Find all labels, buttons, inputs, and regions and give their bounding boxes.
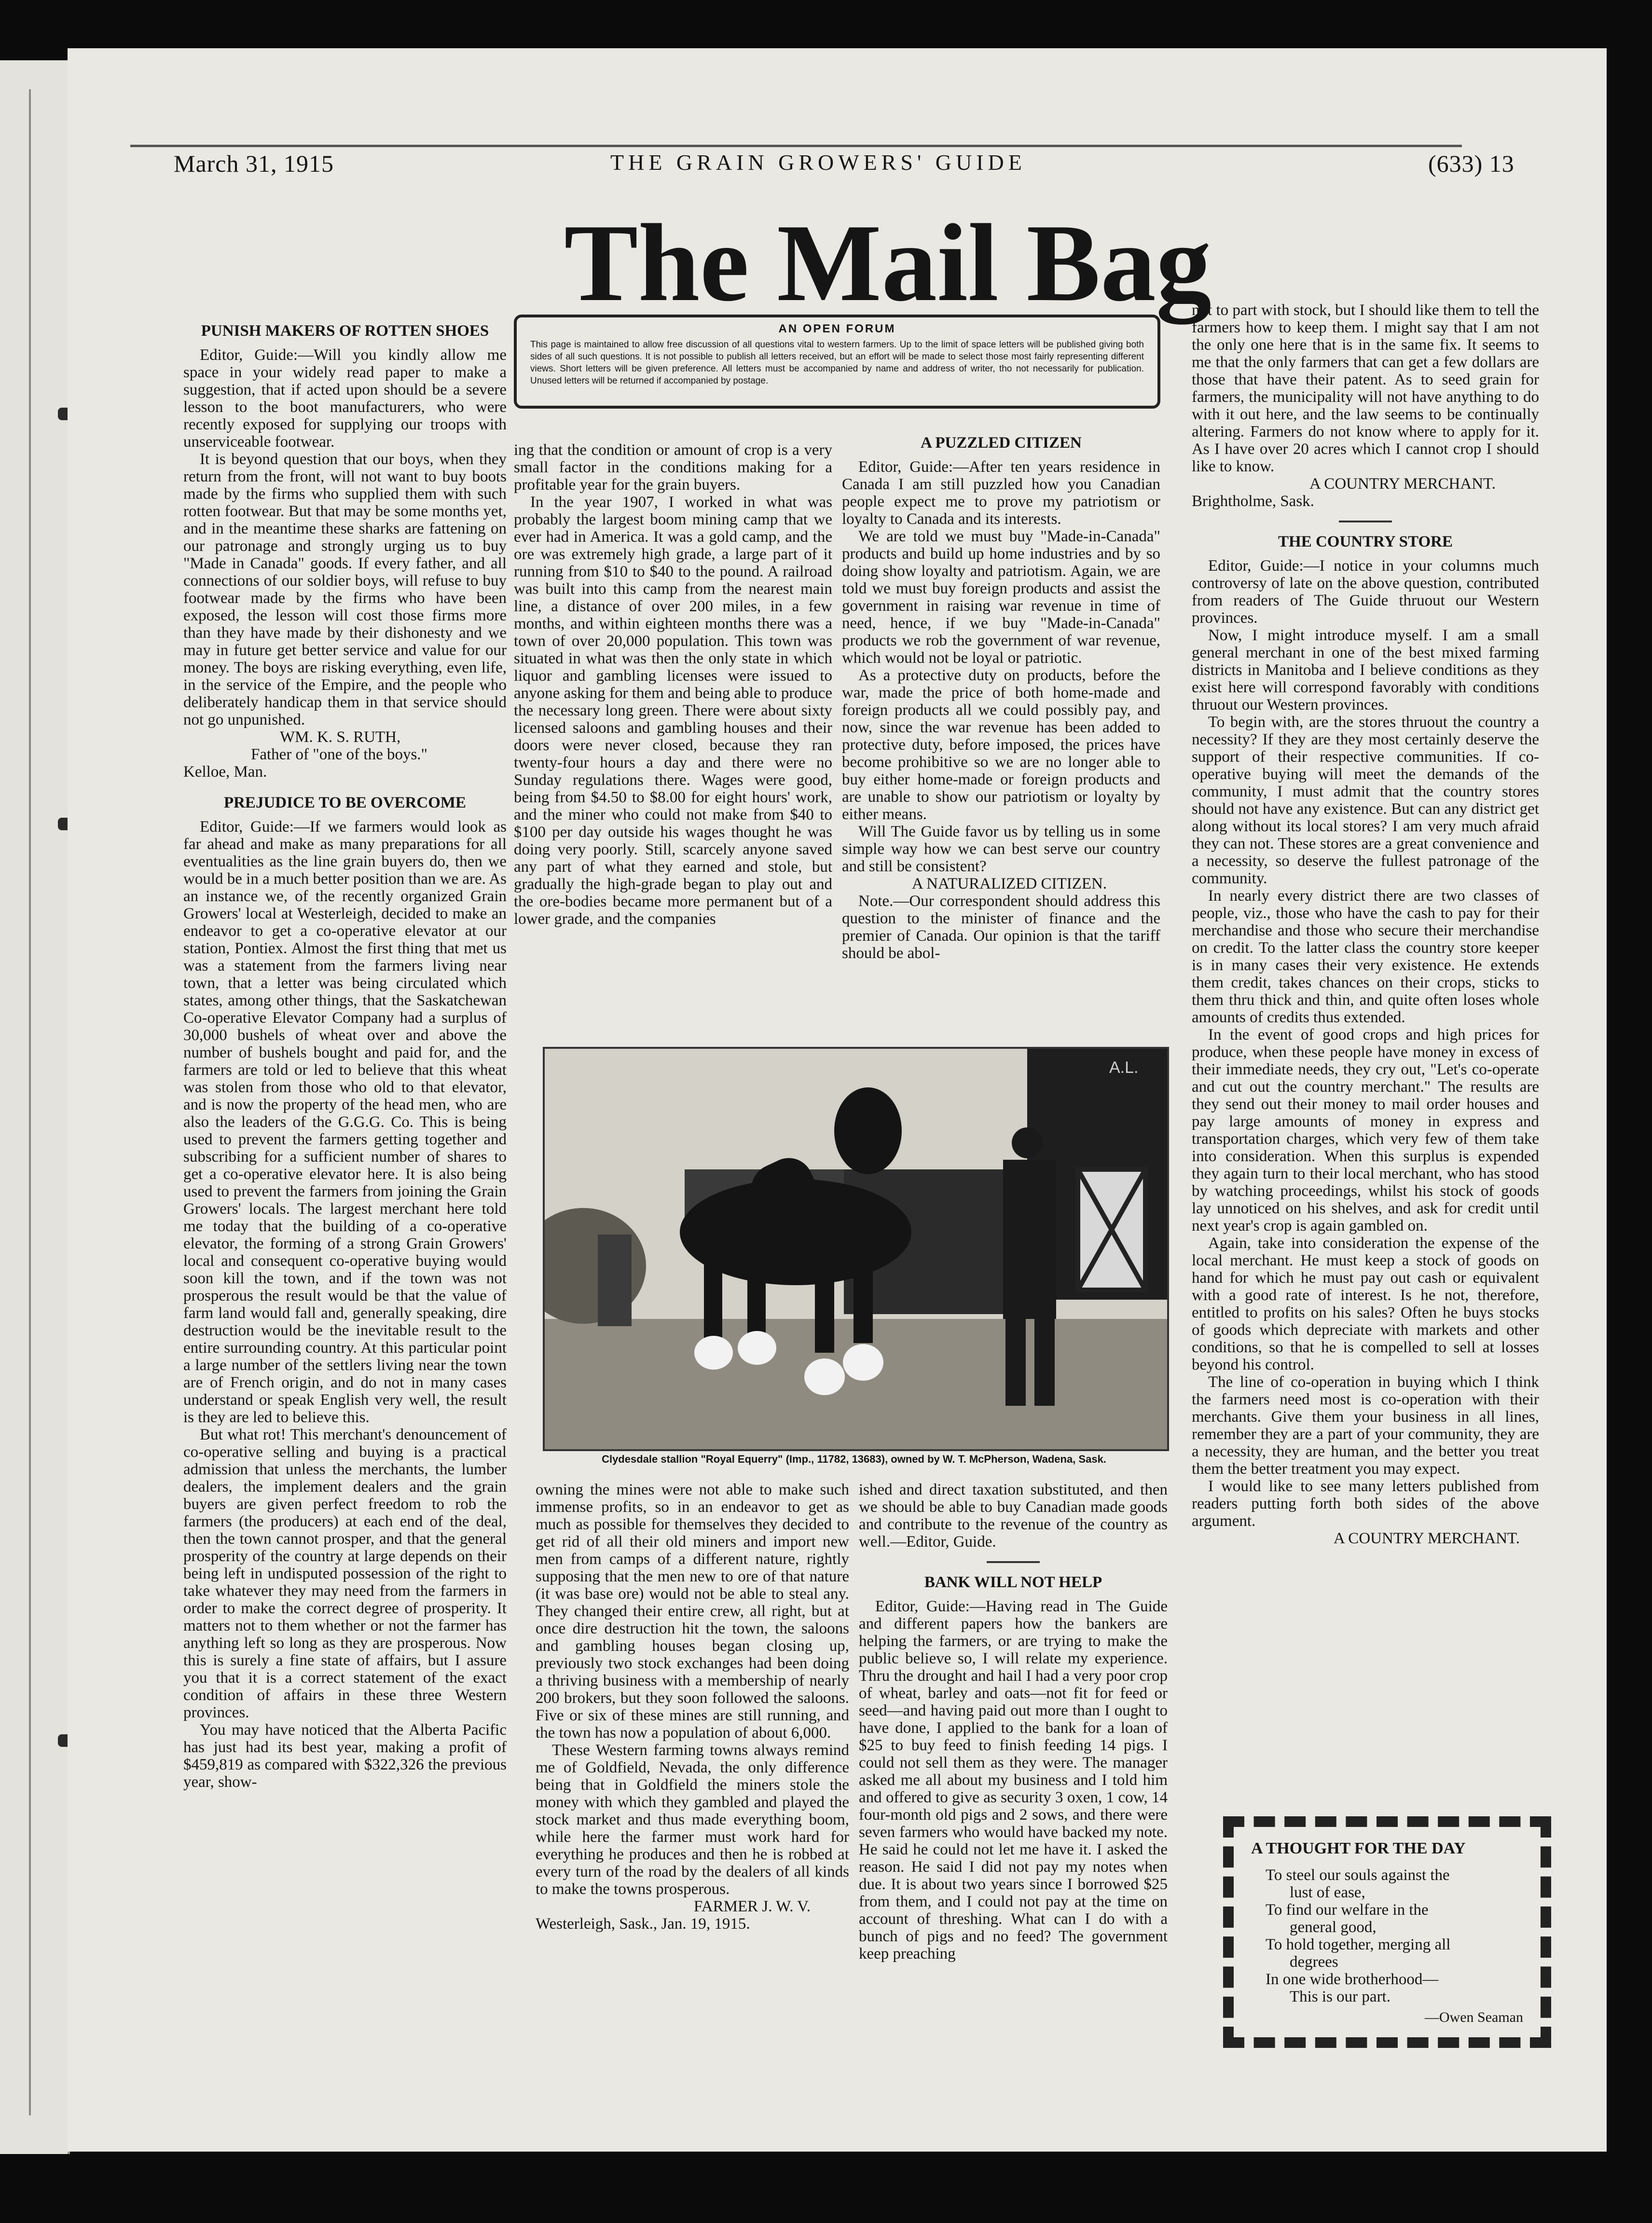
article-heading: PREJUDICE TO BE OVERCOME [223,794,467,811]
letter-location: Kelloe, Man. [183,763,267,781]
letter-signature: A COUNTRY MERCHANT. [1309,475,1496,493]
article-paragraph: not to part with stock, but I should like them to tell the farmers how to keep them. I might say that I am not the only one here that is in the same fix. It seems to me that the only farmers that can get a few dollars are those that have their patent. As to seed grain for farmers, the municipality will not have anything to do with it out here, and the law seems to be continually altering. Farmers do not know where to apply for it. As I have over 20 acres which I cannot crop I should like to know. [1192,302,1539,475]
poem-line: general good, [1290,1919,1377,1936]
article-paragraph: But what rot! This merchant's denouncement of co-operative selling and buying is a practical admission that unless the merchants, the lumber dealers, the implement dealers and the grain buyers are given perfect freedom to rob the farmers (the producers) at each end of the deal, then the town cannot prosper, and that the general prosperity of the country at large depends on their being left in undisputed possession of the right to take whatever they may need from the farmers in order to make the correct degree of prosperity. It matters not to them whether or not the farmer has anything left so long as they are prosperous. Now this is surely a fine state of affairs, but I assure you that it is a correct statement of the exact condition of affairs in these three Western provinces. [183,1426,507,1721]
editor-note: Note.—Our correspondent should address this question to the minister of finance and the premier of Canada. Our opinion is that the tariff should be abol- [842,892,1160,962]
article-paragraph: I would like to see many letters published from readers putting forth both sides of the above argument. [1192,1478,1539,1530]
poem-line: To hold together, merging all [1266,1936,1451,1953]
poem-author: —Owen Seaman [1424,2009,1523,2025]
open-forum-box [514,315,1160,409]
paper-name: THE GRAIN GROWERS' GUIDE [610,150,1026,175]
editor-note: ished and direct taxation substituted, and then we should be able to buy Canadian made goods and contribute to the revenue of the country as well.—Editor, Guide. [859,1481,1168,1551]
issue-date: March 31, 1915 [174,150,334,177]
column-3-upper [842,434,1160,962]
article-paragraph: In nearly every district there are two classes of people, viz., those who have the cash to pay for their merchandise and those who secure their merchandise on credit. To the latter class the country store keeper is in many cases their very existence. He extends them credit, takes chances on their crops, sticks to them thru thick and thin, and quite often loses whole amounts of credits thus extended. [1192,887,1539,1026]
letter-signature: A NATURALIZED CITIZEN. [911,875,1107,892]
clydesdale-photo [543,1047,1169,1451]
poem-line: To steel our souls against the [1266,1866,1450,1884]
section-masthead: The Mail Bag [564,201,1211,324]
article-paragraph: Editor, Guide:—If we farmers would look as far ahead and make as many preparations for all eventualities as the line grain buyers do, then we would be in a much better position than we are. As an instance we, of the recently organized Grain Growers' local at Westerleigh, decided to make an endeavor to get a co-operative elevator at our station, Pontiex. Almost the first thing that met us was a statement from the farmers living near town, that a letter was being circulated which states, among other things, that the Saskatchewan Co-operative Elevator Company had a surplus of 30,000 bushels of wheat over and above the number of bushels bought and paid for, and the farmers are told or led to believe that this wheat was stolen from those who old to that elevator, and is now the property of the head men, who are also the leaders of the G.G.G. Co. This is being used to prevent the farmers getting together and subscribing for a sufficient number of shares to get a co-operative elevator here. It is also being used to prevent the farmers from joining the Grain Growers' locals. The largest merchant here told me today that the building of a co-operative elevator, the forming of a strong Grain Growers' local and consequent co-operative buying would soon kill the town, and if the town was not prosperous the result would be that the value of farm land would fall and, generally speaking, dire destruction would be the inevitable result to the entire surrounding country. At this particular point a large number of the settlers living near the town are of French origin, and do not in many cases understand or speak English very well, the result is they are led to believe this. [183,818,507,1426]
article-paragraph: Editor, Guide:—I notice in your columns much controversy of late on the above question, contributed from readers of The Guide thruout our Western provinces. [1192,557,1539,627]
column-2-upper [514,441,832,928]
article-paragraph: Editor, Guide:—Having read in The Guide and different papers how the bankers are helping the farmers, or are trying to make the public believe so, I will relate my experience. Thru the drought and hail I had a very poor crop of wheat, barley and oats—not fit for feed or seed—and having paid out more than I ought to have done, I applied to the bank for a loan of $25 to buy feed to finish feeding 14 pigs. I could not sell them as they were. The manager asked me all about my business and I told him and offered to give as security 3 oxen, 1 cow, 14 four-month old pigs and 2 sows, and there were seven farmers who would have backed my note. He said he could not let me have it. I asked the reason. He said I did not pay my notes when due. It is about two years since I borrowed $25 from them, and I could not pay at the time on account of threshing. What can I do with a bunch of pigs and no feed? The government keep preaching [859,1598,1168,1962]
page-number: (633) 13 [1428,150,1514,177]
letter-location: Westerleigh, Sask., Jan. 19, 1915. [536,1915,750,1933]
article-paragraph: Editor, Guide:—Will you kindly allow me space in your widely read paper to make a suggestion, that if acted upon should be a severe lesson to the boot manufacturers, who were recently exposed for supplying our troops with unserviceable footwear. [183,346,507,451]
letter-signature: A COUNTRY MERCHANT. [1334,1530,1520,1547]
forum-notice: This page is maintained to allow free discussion of all questions vital to western farmers. Up to the limit of space letters will be published giving both sides of all such questions. It is not possible to publish all letters received, but an effort will be made to select those most fairly representing different views. Short letters will be given preference. All letters must be accompanied by name and address of writer, tho not necessarily for publication. Unused letters will be returned if accompanied by postage. [530,340,1144,386]
article-paragraph: Now, I might introduce myself. I am a small general merchant in one of the best mixed farming districts in Manitoba and I believe conditions as they exist here will correspond favorably with conditions thruout our Western provinces. [1192,627,1539,714]
article-paragraph: Editor, Guide:—After ten years residence in Canada I am still puzzled how you Canadian people expect me to prove my patriotism or loyalty to Canada and its interests. [842,458,1160,528]
page-fold-line [29,89,31,2115]
article-paragraph: Will The Guide favor us by telling us in some simple way how we can best serve our country and still be consistent? [842,823,1160,875]
letter-signature: WM. K. S. RUTH, [280,728,401,746]
article-paragraph: In the event of good crops and high prices for produce, when these people have money in excess of their immediate needs, they cry out, "Let's co-operate and cut out the country merchant." The results are they send out their money to mail order houses and pay large amounts of money in express and transportation charges, which very few of them take into consideration. When this surplus is expended they again turn to their local merchant, who has stood by watching proceedings, whilst his stock of goods lay unnoticed on his shelves, and ask for credit until next year's crop is again gambled on. [1192,1026,1539,1235]
photo-caption: Clydesdale stallion "Royal Equerry" (Imp., 11782, 13683), owned by W. T. McPherson, Wadena, Sask. [602,1453,1106,1465]
column-4 [1192,302,1539,1547]
letter-location: Brightholme, Sask. [1192,493,1314,510]
poem-line: degrees [1290,1953,1338,1971]
column-1 [183,322,507,1791]
article-paragraph: These Western farming towns always remind me of Goldfield, Nevada, the only difference being that in Goldfield the miners stole the money with which they gambled and played the stock market and thus made everything boom, while here the farmer must work hard for everything he produces and then he is robbed at every turn of the road by the dealers of all kinds to make the towns prosperous. [536,1742,849,1898]
article-paragraph: To begin with, are the stores thruout the country a necessity? If they are they most certainly deserve the support of their respective communities. If co-operative buying will meet the demands of the community, I must admit that the country stores should not have any existence. But can any district get along without its local stores? I am very much afraid they can not. These stores are a great convenience and a necessity, so deserve the fullest patronage of the community. [1192,714,1539,887]
newspaper-page [68,48,1607,2152]
article-paragraph: ing that the condition or amount of crop is a very small factor in the conditions making for a profitable year for the grain buyers. [514,441,832,494]
poem-line: lust of ease, [1290,1884,1365,1901]
article-paragraph: Again, take into consideration the expense of the local merchant. He must keep a stock of goods on hand for which he must pay out cash or equivalent with a good rate of interest. Is he not, therefore, entitled to profits on his sales? Often he buys stocks of goods which depreciate with markets and other conditions, so that he is compelled to sell at losses beyond his control. [1192,1235,1539,1373]
letter-signature: FARMER J. W. V. [693,1898,811,1915]
article-heading: PUNISH MAKERS OF ROTTEN SHOES [201,322,489,340]
horse-photo-illustration [545,1049,1167,1449]
article-heading: BANK WILL NOT HELP [924,1574,1102,1591]
previous-page-strip [0,60,70,2154]
header-rule [130,145,1462,147]
article-heading: THE COUNTRY STORE [1278,533,1453,550]
article-divider [1339,521,1392,522]
column-3-lower [859,1481,1168,1962]
barn-sign: A.L. [1109,1058,1139,1077]
thought-for-the-day-box [1223,1816,1551,2048]
poem-line: To find our welfare in the [1266,1901,1429,1919]
forum-title: AN OPEN FORUM [778,322,896,335]
article-paragraph: As a protective duty on products, before the war, made the price of both home-made and foreign products all we could possibly pay, and now, since the war revenue has been added to protective duty, before imposed, the prices have become prohibitive so we are no longer able to buy either home-made or foreign products and are unable to show our patriotism or loyalty by either means. [842,667,1160,823]
article-paragraph: In the year 1907, I worked in what was probably the largest boom mining camp that we ever had in America. It was a gold camp, and the ore was extremely high grade, a large part of it running from $10 to $40 to the pound. A railroad was built into this camp from the nearest main line, a distance of over 200 miles, in a few months, and within eighteen months there was a town of over 20,000 population. This town was situated in what was then the only state in which liquor and gambling licenses were issued to anyone asking for them and being able to produce the necessary long green. There were about sixty licensed saloons and gambling houses and their doors were never closed, because they ran twenty-four hours a day and there were no Sunday regulations there. Wages were good, being from $4.50 to $8.00 for eight hours' work, and the miner who could not make from $40 to $100 per day outside his wages thought he was doing very poorly. Still, scarcely anyone saved any part of what they earned and stole, but gradually the high-grade began to play out and the ore-bodies became more permanent but of a lower grade, and the companies [514,494,832,928]
letter-signature: Father of "one of the boys." [251,746,428,763]
column-2-lower [536,1481,849,1933]
article-divider [987,1561,1040,1563]
poem-line: This is our part. [1290,1988,1390,2005]
article-paragraph: You may have noticed that the Alberta Pacific has just had its best year, making a profit of $459,819 as compared with $322,326 the previous year, show- [183,1721,507,1791]
article-paragraph: The line of co-operation in buying which I think the farmers need most is co-operation with their merchants. Give them your business in all lines, remember they are a part of your community, they are a necessity, they are human, and the better you treat them the better treatment you may expect. [1192,1373,1539,1478]
article-paragraph: owning the mines were not able to make such immense profits, so in an endeavor to get as much as possible for themselves they decided to get rid of all their old miners and import new men from camps of a different nature, rightly supposing that the men new to ore of that nature (it was base ore) would not be able to steal any. They changed their entire crew, all right, but at once dire destruction hit the town, the saloons and gambling houses began closing up, previously two stock exchanges had been doing a thriving business with a membership of nearly 200 brokers, but they soon followed the saloons. Five or six of these mines are still running, and the town has now a population of about 6,000. [536,1481,849,1742]
article-paragraph: We are told we must buy "Made-in-Canada" products and build up home industries and by so doing show loyalty and patriotism. Again, we are told we must buy foreign products and assist the government in raising war revenue in time of need, hence, if we buy "Made-in-Canada" products we rob the government of war revenue, which would not be loyal or patriotic. [842,528,1160,667]
article-paragraph: It is beyond question that our boys, when they return from the front, will not want to buy boots made by the firms who supplied them with such rotten footwear. But that may be some months yet, and in the meantime these sharks are fattening on our patronage and strongly urging us to buy "Made in Canada" goods. If every father, and all connections of our soldier boys, will refuse to buy footwear made by the firms who have been exposed, the lesson will cost those firms more than they have made by their dishonesty and we may in future get better service and value for our money. The boys are risking everything, even life, in the service of the Empire, and the people who deliberately handicap them in that service should not go unpunished. [183,451,507,728]
poem-line: In one wide brotherhood— [1266,1971,1439,1988]
article-heading: A PUZZLED CITIZEN [921,434,1082,452]
thought-title: A THOUGHT FOR THE DAY [1251,1839,1466,1857]
